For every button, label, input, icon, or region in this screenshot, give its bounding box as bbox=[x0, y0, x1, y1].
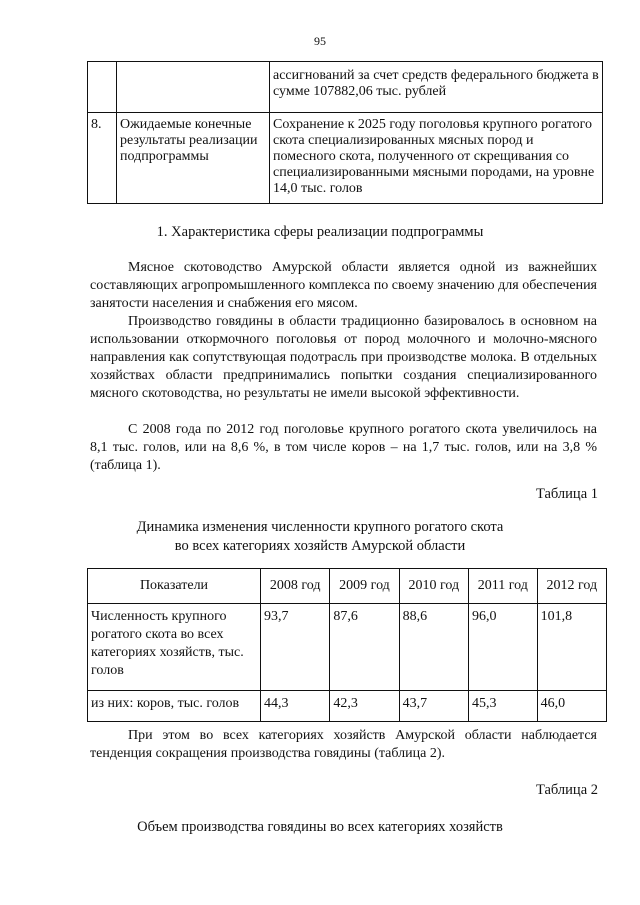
table-cell: 45,3 bbox=[468, 691, 537, 722]
column-header: 2011 год bbox=[468, 569, 537, 604]
table-cell: из них: коров, тыс. голов bbox=[88, 691, 261, 722]
table-2-caption: Объем производства говядины во всех категориях хозяйств bbox=[137, 819, 503, 835]
table-1-caption-line-1: Динамика изменения численности крупного рогатого скота bbox=[136, 519, 504, 535]
table-cell: 44,3 bbox=[261, 691, 330, 722]
table-row bbox=[88, 62, 603, 113]
table-cell: 101,8 bbox=[537, 604, 606, 691]
column-header: 2010 год bbox=[399, 569, 468, 604]
section-heading: 1. Характеристика сферы реализации подпрограммы bbox=[156, 224, 484, 240]
passport-table bbox=[87, 61, 603, 204]
table-cell: 87,6 bbox=[330, 604, 399, 691]
table-cell: 43,7 bbox=[399, 691, 468, 722]
table-row bbox=[88, 691, 607, 722]
table-cell: 93,7 bbox=[261, 604, 330, 691]
table-2-label: Таблица 2 bbox=[535, 782, 598, 798]
paragraph: С 2008 года по 2012 год поголовье крупного рогатого скота увеличилось на 8,1 тыс. голов, или на 8,6 %, в том числе коров – на 1,7 тыс. голов, или на 3,8 % (таблица 1). bbox=[90, 422, 597, 473]
column-header: 2012 год bbox=[537, 569, 606, 604]
table-1-label: Таблица 1 bbox=[535, 486, 598, 502]
table-cell: Численность крупного рогатого скота во всех категориях хозяйств, тыс. голов bbox=[88, 604, 261, 691]
column-header: Показатели bbox=[88, 569, 261, 604]
table-cell: 88,6 bbox=[399, 604, 468, 691]
table-1-caption-line-2: во всех категориях хозяйств Амурской области bbox=[174, 538, 466, 554]
cattle-dynamics-table bbox=[87, 568, 607, 722]
row-text-cell: ассигнований за счет средств федерального бюджета в сумме 107882,06 тыс. рублей bbox=[270, 62, 603, 113]
table-cell: 96,0 bbox=[468, 604, 537, 691]
row-number-cell bbox=[88, 62, 117, 113]
column-header: 2008 год bbox=[261, 569, 330, 604]
table-row bbox=[88, 604, 607, 691]
row-text-cell: Сохранение к 2025 году поголовья крупного рогатого скота специализированных мясных пород и помесного скота, полученного от скрещивания со специализированными мясными породами, на уровне 14,0 тыс. голов bbox=[270, 113, 603, 204]
table-cell: 46,0 bbox=[537, 691, 606, 722]
column-header: 2009 год bbox=[330, 569, 399, 604]
page-number: 95 bbox=[314, 34, 326, 48]
paragraph: Мясное скотоводство Амурской области является одной из важнейших составляющих агропромышленного комплекса по своему значению для обеспечения занятости населения и снабжения его мясом. bbox=[90, 260, 597, 311]
row-label-cell: Ожидаемые конечные результаты реализации подпрограммы bbox=[117, 113, 270, 204]
table-cell: 42,3 bbox=[330, 691, 399, 722]
table-header-row bbox=[88, 569, 607, 604]
row-number-cell: 8. bbox=[88, 113, 117, 204]
paragraph: Производство говядины в области традиционно базировалось в основном на использовании откормочного поголовья от пород молочного и молочно-мясного направления как сопутствующая подотрасль при производстве молока. В отдельных хозяйствах области предпринимались попытки создания специализированного мясного скотоводства, но результаты не имели высокой эффективности. bbox=[90, 314, 597, 401]
row-label-cell bbox=[117, 62, 270, 113]
paragraph: При этом во всех категориях хозяйств Амурской области наблюдается тенденция сокращения производства говядины (таблица 2). bbox=[90, 728, 597, 761]
table-row bbox=[88, 113, 603, 204]
